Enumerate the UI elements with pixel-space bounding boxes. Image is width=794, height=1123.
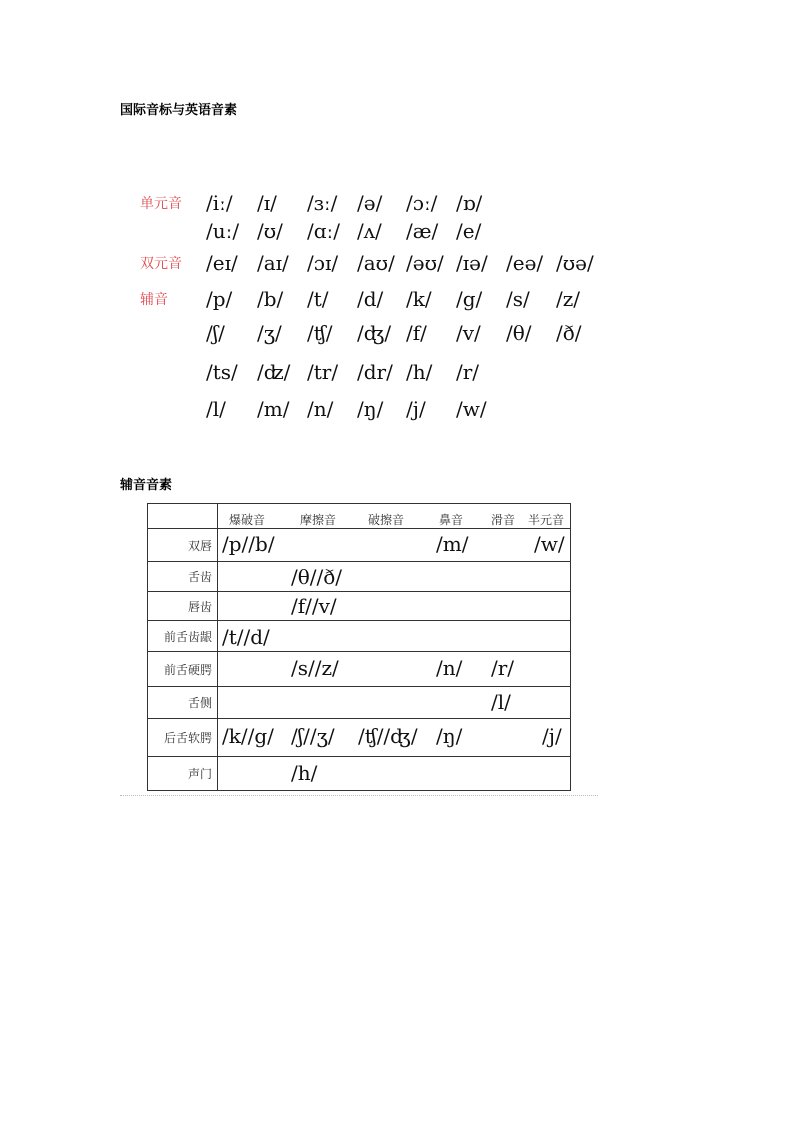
ipa-symbol: /ʣ/: [257, 360, 291, 384]
section-title: 辅音音素: [120, 478, 173, 493]
consonant-row-2: [140, 318, 582, 348]
ipa-symbol: /j/: [406, 397, 426, 421]
ipa-symbol: /ʤ/: [357, 321, 392, 345]
ipa-symbol: /t/: [307, 287, 329, 311]
row-label: 后舌软腭: [148, 719, 218, 757]
row-label: 前舌硬腭: [148, 652, 218, 687]
row-label: 声门: [148, 757, 218, 791]
ipa-symbol: /h/: [406, 360, 433, 384]
ipa-symbol: /d/: [357, 287, 384, 311]
ipa-symbol: /θ/: [506, 321, 532, 345]
diphthong-label: 双元音: [140, 256, 182, 272]
consonant-table: [147, 503, 571, 791]
ipa-symbol: /z/: [556, 287, 581, 311]
table-row: [148, 687, 571, 719]
consonant-row-4: [140, 394, 487, 424]
ipa-symbol: /s/: [506, 287, 530, 311]
row-label: 舌侧: [148, 687, 218, 719]
table-cell-symbol: /s//z/: [291, 656, 339, 680]
ipa-symbol: /p/: [206, 287, 233, 311]
ipa-symbol: /ʊ/: [257, 219, 283, 243]
table-cell-symbol: /ʃ//ʒ/: [291, 724, 335, 748]
ipa-symbol: /ŋ/: [357, 397, 384, 421]
ipa-symbol: /ɑː/: [307, 219, 341, 243]
ipa-symbol: /əʊ/: [406, 251, 444, 275]
table-cell-symbol: /ŋ/: [436, 724, 463, 748]
table-cell-symbol: /h/: [291, 761, 318, 785]
ipa-symbol: /w/: [456, 397, 487, 421]
ipa-symbol: /f/: [406, 321, 427, 345]
ipa-symbol: /dr/: [357, 360, 393, 384]
table-cell-symbol: /r/: [491, 656, 515, 680]
row-label: 舌齿: [148, 562, 218, 592]
ipa-symbol: /ɪə/: [456, 251, 488, 275]
ipa-symbol: /ts/: [206, 360, 238, 384]
ipa-symbol: /g/: [456, 287, 483, 311]
ipa-symbol: /ə/: [357, 191, 383, 215]
monophthong-row-1: [140, 188, 483, 218]
ipa-symbol: /ɔː/: [406, 191, 438, 215]
table-cell-symbol: /k//g/: [222, 724, 274, 748]
ipa-symbol: /ʃ/: [206, 321, 225, 345]
consonant-row-1: [140, 284, 581, 314]
table-row: [148, 562, 571, 592]
ipa-symbol: /eɪ/: [206, 251, 238, 275]
ipa-symbol: /ʌ/: [357, 219, 382, 243]
ipa-symbol: /ʧ/: [307, 321, 333, 345]
table-cell-symbol: /t//d/: [222, 625, 270, 649]
header-plosive: 爆破音: [229, 513, 266, 527]
row-label: 双唇: [148, 529, 218, 562]
table-row: [148, 757, 571, 791]
ipa-symbol: /ɔɪ/: [307, 251, 339, 275]
consonant-row-3: [140, 357, 480, 387]
ipa-symbol: /ɒ/: [456, 191, 483, 215]
ipa-symbol: /ɪ/: [257, 191, 277, 215]
ipa-symbol: /ɜː/: [307, 191, 338, 215]
ipa-symbol: /aɪ/: [257, 251, 289, 275]
ipa-symbol: /tr/: [307, 360, 339, 384]
table-cell-symbol: /θ//ð/: [291, 565, 343, 589]
header-glide: 滑音: [491, 513, 516, 527]
table-cell-symbol: /f//v/: [291, 594, 337, 618]
diphthong-row: [140, 248, 594, 278]
table-cell-symbol: /j/: [542, 724, 562, 748]
header-fricative: 摩擦音: [300, 513, 337, 527]
table-header-row: [148, 504, 571, 529]
header-affricate: 破擦音: [368, 513, 405, 527]
table-row: [148, 621, 571, 652]
table-cell-symbol: /p//b/: [222, 532, 275, 556]
ipa-symbol: /m/: [257, 397, 290, 421]
ipa-symbol: /ʒ/: [257, 321, 282, 345]
monophthong-label: 单元音: [140, 196, 182, 212]
ipa-symbol: /uː/: [206, 219, 240, 243]
consonant-label: 辅音: [140, 292, 168, 308]
ipa-symbol: /ʊə/: [556, 251, 594, 275]
ipa-symbol: /e/: [456, 219, 482, 243]
header-semivowel: 半元音: [528, 513, 565, 527]
ipa-symbol: /v/: [456, 321, 481, 345]
ipa-symbol: /r/: [456, 360, 480, 384]
header-nasal: 鼻音: [439, 513, 464, 527]
ipa-symbol: /k/: [406, 287, 432, 311]
table-row: [148, 592, 571, 621]
table-row: [148, 529, 571, 562]
table-cell-symbol: /ʧ//ʤ/: [358, 724, 418, 748]
ipa-symbol: /iː/: [206, 191, 233, 215]
row-label: 前舌齿龈: [148, 621, 218, 652]
page-title: 国际音标与英语音素: [120, 103, 238, 118]
ipa-symbol: /b/: [257, 287, 284, 311]
divider: [120, 795, 598, 796]
monophthong-row-2: [140, 216, 482, 246]
table-cell-symbol: /w/: [534, 532, 565, 556]
row-label: 唇齿: [148, 592, 218, 621]
table-cell-symbol: /m/: [436, 532, 469, 556]
ipa-symbol: /eə/: [506, 251, 544, 275]
table-row: [148, 652, 571, 687]
table-cell-symbol: /l/: [491, 690, 511, 714]
table-row: [148, 719, 571, 757]
ipa-symbol: /n/: [307, 397, 334, 421]
ipa-symbol: /ð/: [556, 321, 582, 345]
ipa-symbol: /æ/: [406, 219, 439, 243]
ipa-symbol: /l/: [206, 397, 226, 421]
ipa-symbol: /aʊ/: [357, 251, 395, 275]
table-cell-symbol: /n/: [436, 656, 463, 680]
